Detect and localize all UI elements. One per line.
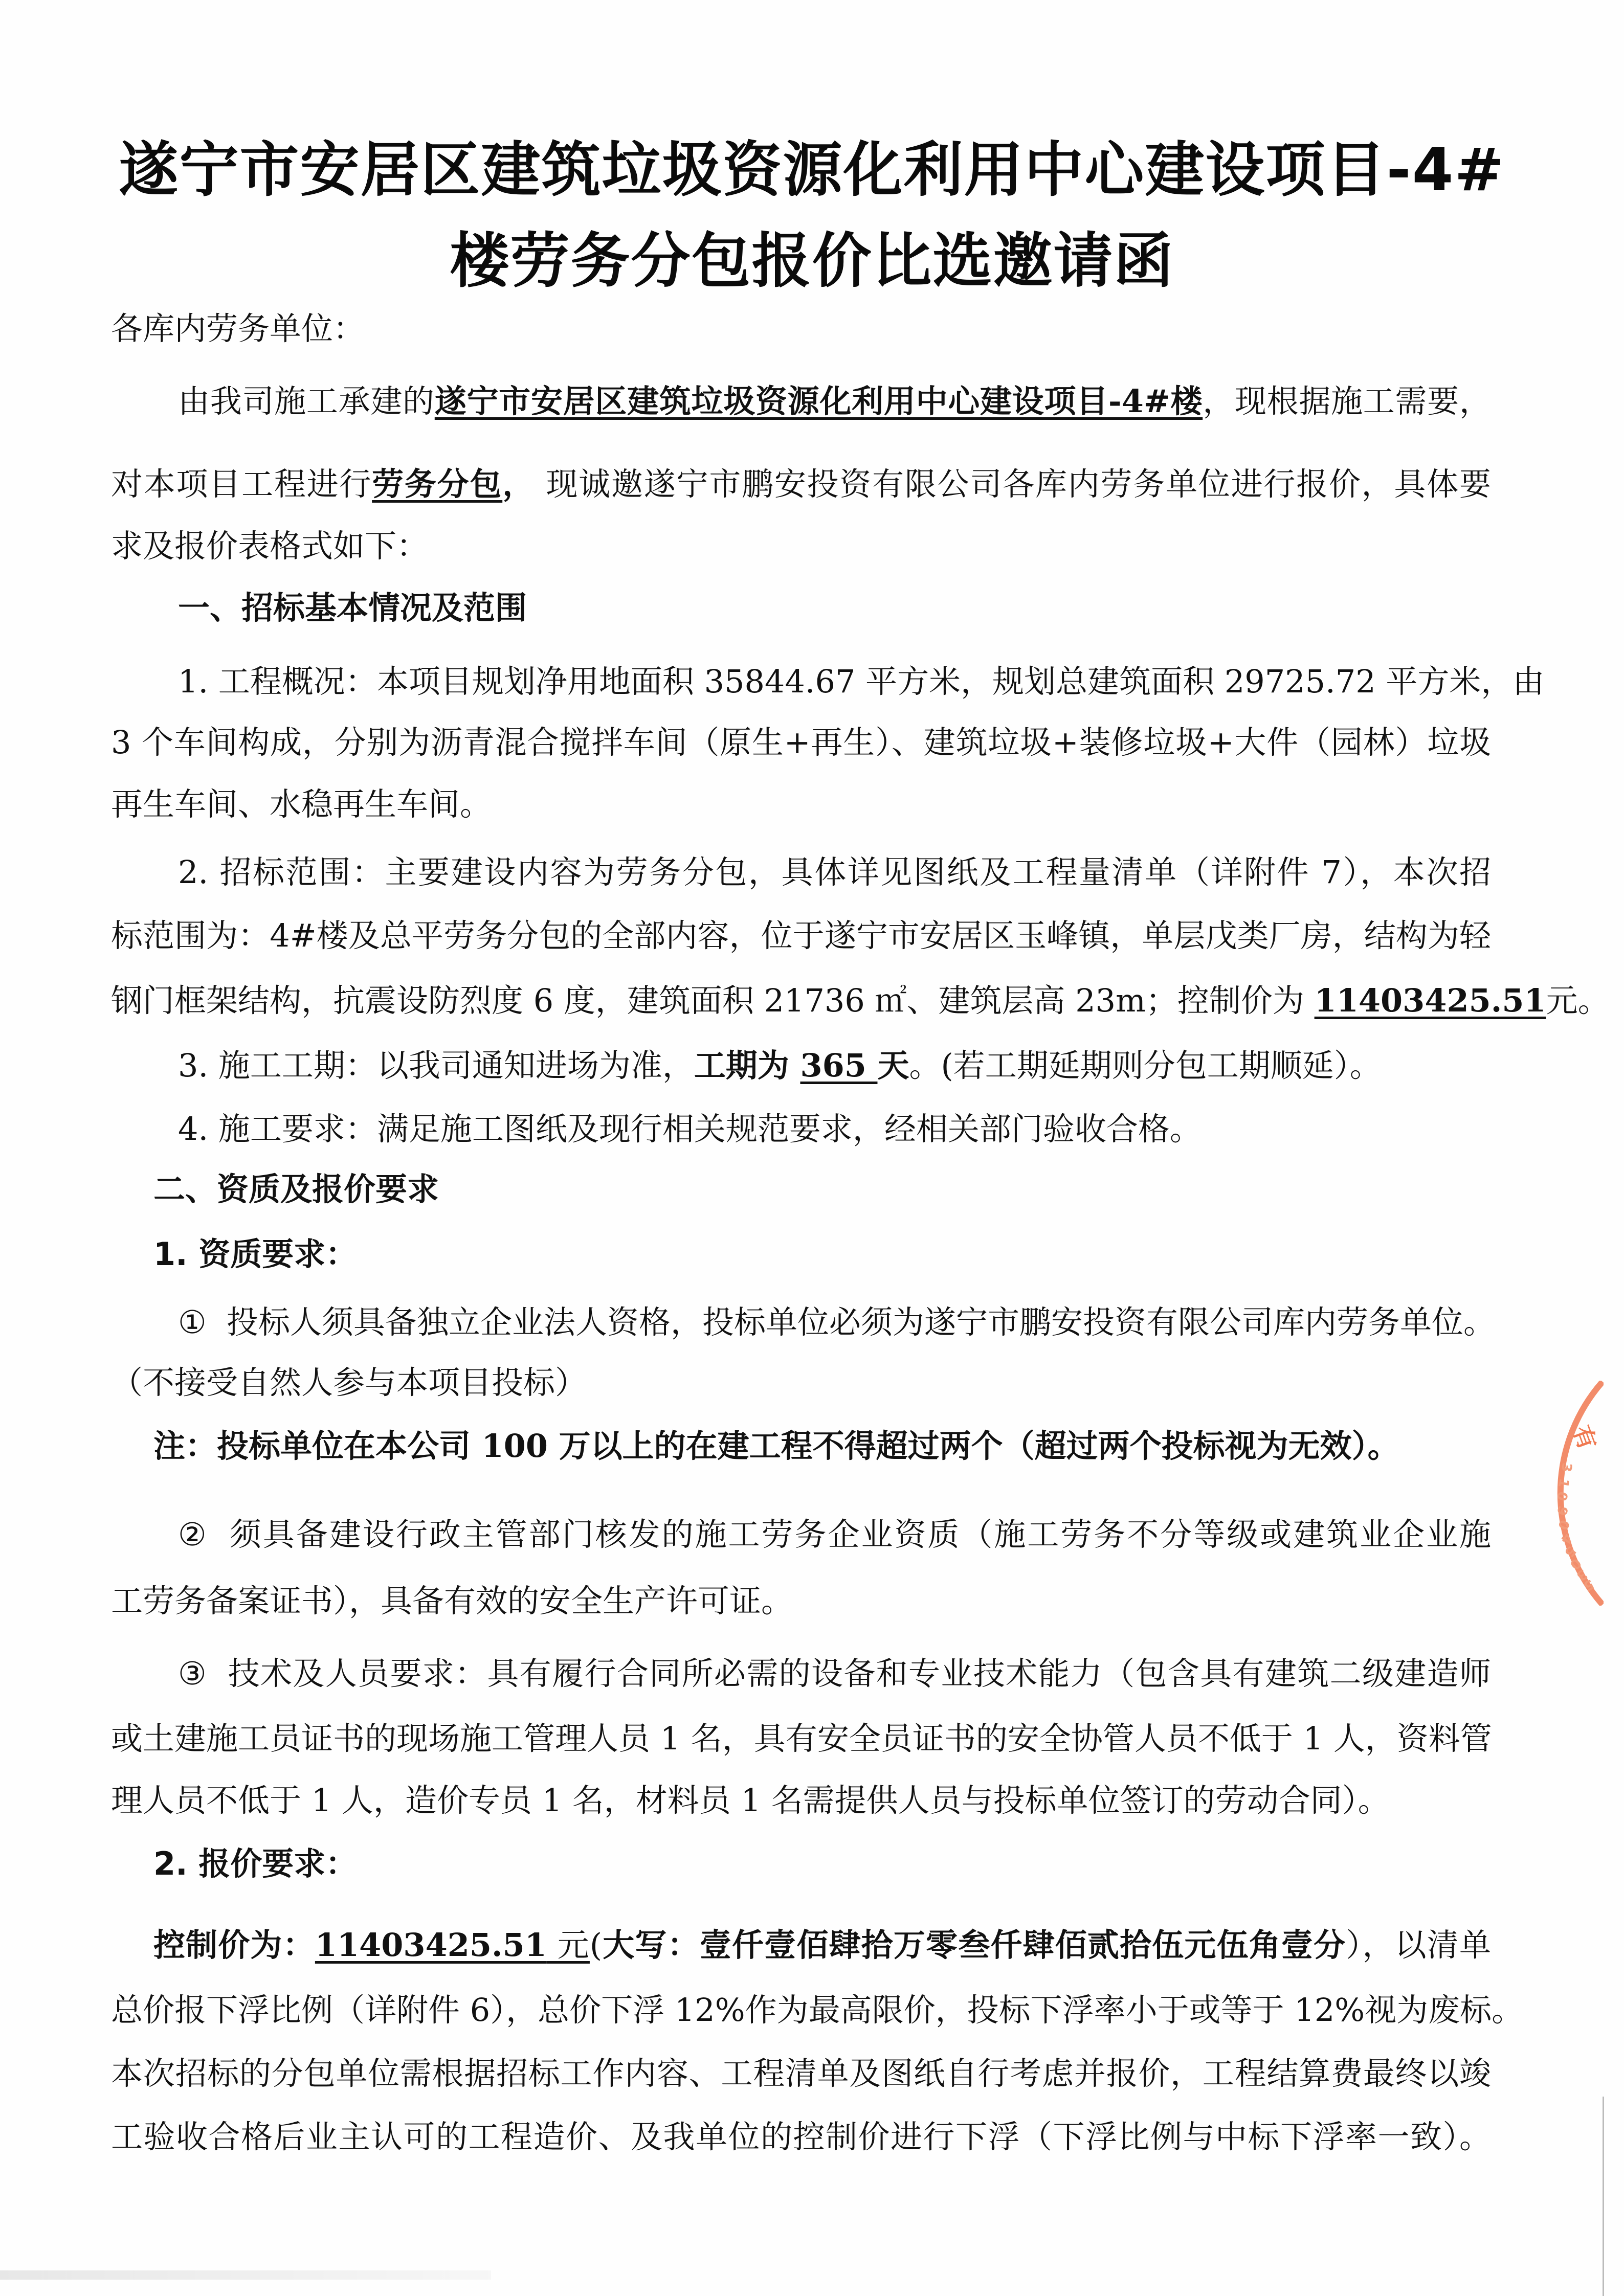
circled-number-3: ③: [178, 1655, 207, 1692]
intro-line-2: [111, 464, 1491, 505]
seal-arc-icon: [1537, 1381, 1604, 1606]
pricing-text: ），以清单: [1346, 1926, 1491, 1964]
control-price-label: 控制价为：: [153, 1926, 315, 1964]
qualification-note: 注：投标单位在本公司 100 万以上的在建工程不得超过两个（超过两个投标视为无效）。: [153, 1427, 1399, 1465]
svg-text:5: 5: [1581, 1575, 1596, 1594]
item-2-line-1: 2. 招标范围：主要建设内容为劳务分包，具体详见图纸及工程量清单（详附件 7），本次招: [178, 853, 1491, 891]
qualification-2-line-2: 工劳务备案证书），具备有效的安全生产许可证。: [111, 1582, 793, 1619]
scan-edge-line: [1603, 2097, 1604, 2296]
svg-text:9: 9: [1553, 1503, 1571, 1518]
svg-text:0: 0: [1554, 1517, 1572, 1533]
control-price-unit: 元: [546, 1926, 590, 1964]
document-title-line-1: 遂宁市安居区建筑垃圾资源化利用中心建设项目-4#: [119, 136, 1505, 205]
intro-text: 由我司施工承建的: [178, 382, 435, 420]
intro-text: ，现根据施工需要，: [1203, 382, 1491, 420]
item-1-line-1: 1. 工程概况：本项目规划净用地面积 35844.67 平方米，规划总建筑面积 29725.72 平方米，由: [178, 663, 1545, 700]
qualification-text: 投标人须具备独立企业法人资格，投标单位必须为遂宁市鹏安投资有限公司库内劳务单位。: [227, 1303, 1496, 1341]
item-1-line-3: 再生车间、水稳再生车间。: [111, 785, 492, 823]
company-seal-stamp: [1537, 1381, 1604, 1606]
item-2-text: 元。: [1546, 982, 1610, 1019]
item-1-line-2: 3 个车间构成，分别为沥青混合搅拌车间（原生+再生）、建筑垃圾+装修垃圾+大件（园林）垃圾: [111, 724, 1491, 761]
qualification-3-line-2: 或土建施工员证书的现场施工管理人员 1 名，具有安全员证书的安全协管人员不低于 1 人，资料管: [111, 1720, 1492, 1757]
intro-line-1: [178, 381, 1491, 422]
item-2-line-2: 标范围为：4#楼及总平劳务分包的全部内容，位于遂宁市安居区玉峰镇，单层戊类厂房，结构为轻: [111, 917, 1491, 954]
control-price-value: 11403425.51: [315, 1926, 547, 1964]
duration-days: 365: [800, 1047, 878, 1084]
qualification-text: 技术及人员要求：具有履行合同所必需的设备和专业技术能力（包含具有建筑二级建造师: [228, 1655, 1491, 1692]
item-3-text: 3. 施工工期：以我司通知进场为准，: [178, 1047, 694, 1084]
document-title-line-2: 楼劳务分包报价比选邀请函: [450, 227, 1174, 296]
pricing-line-4: 工验收合格后业主认可的工程造价、及我单位的控制价进行下浮（下浮比例与中标下浮率一致）。: [111, 2118, 1491, 2155]
intro-text: 现诚邀遂宁市鹏安投资有限公司各库内劳务单位进行报价，具体要: [535, 465, 1491, 503]
duration-unit: 天: [877, 1047, 909, 1084]
svg-text:3: 3: [1573, 1566, 1590, 1584]
scan-smudge: [0, 2270, 491, 2280]
qualification-text: 须具备建设行政主管部门核发的施工劳务企业资质（施工劳务不分等级或建筑业企业施: [229, 1516, 1491, 1553]
duration-label: 工期为: [694, 1047, 800, 1084]
pricing-line-1: [153, 1925, 1491, 1966]
qualification-1-line-1: [178, 1302, 1496, 1343]
circled-number-1: ①: [178, 1303, 207, 1341]
svg-text:5: 5: [1561, 1543, 1579, 1560]
qualification-3-line-1: [178, 1653, 1491, 1694]
control-price: 11403425.51: [1314, 982, 1546, 1019]
labor-subcontract: 劳务分包: [372, 465, 503, 503]
salutation: 各库内劳务单位：: [111, 310, 365, 347]
svg-text:3: 3: [1558, 1462, 1574, 1473]
svg-text:0: 0: [1566, 1555, 1584, 1573]
intro-line-3: 求及报价表格式如下：: [111, 527, 429, 565]
svg-text:有: 有: [1567, 1422, 1602, 1453]
qualification-2-line-1: [178, 1514, 1491, 1555]
section-2-heading: 二、资质及报价要求: [153, 1170, 439, 1208]
qualification-3-line-3: 理人员不低于 1 人，造价专员 1 名，材料员 1 名需提供人员与投标单位签订的劳动合同）。: [111, 1782, 1390, 1819]
pricing-line-3: 本次招标的分包单位需根据招标工作内容、工程清单及图纸自行考虑并报价，工程结算费最终以竣: [111, 2055, 1491, 2092]
comma: ，: [502, 465, 535, 503]
pricing-heading: 2. 报价要求：: [153, 1845, 358, 1882]
svg-text:4: 4: [1557, 1530, 1575, 1547]
svg-text:0: 0: [1553, 1490, 1571, 1503]
qualification-heading: 1. 资质要求：: [153, 1235, 358, 1273]
intro-text: 对本项目工程进行: [111, 465, 372, 503]
project-name: 遂宁市安居区建筑垃圾资源化利用中心建设项目-4#楼: [434, 382, 1203, 420]
svg-text:1: 1: [1554, 1477, 1572, 1489]
pricing-line-2: 总价报下浮比例（详附件 6），总价下浮 12%作为最高限价，投标下浮率小于或等于 12%视为废标。: [111, 1991, 1524, 2029]
circled-number-2: ②: [178, 1516, 207, 1553]
item-3-text: 。(若工期延期则分包工期顺延）。: [909, 1047, 1382, 1084]
qualification-1-line-2: （不接受自然人参与本项目投标）: [111, 1364, 587, 1401]
item-2-line-3: [111, 980, 1610, 1021]
item-4-line: 4. 施工要求：满足施工图纸及现行相关规范要求，经相关部门验收合格。: [178, 1110, 1202, 1147]
section-1-heading: 一、招标基本情况及范围: [178, 589, 527, 626]
paren-open: (: [589, 1926, 603, 1964]
item-2-text: 钢门框架结构，抗震设防烈度 6 度，建筑面积 21736 ㎡、建筑层高 23m；控制价为: [111, 982, 1315, 1019]
item-3-line: [178, 1045, 1491, 1086]
control-price-in-words: 大写：壹仟壹佰肆拾万零叁仟肆佰贰拾伍元伍角壹分: [602, 1926, 1346, 1964]
